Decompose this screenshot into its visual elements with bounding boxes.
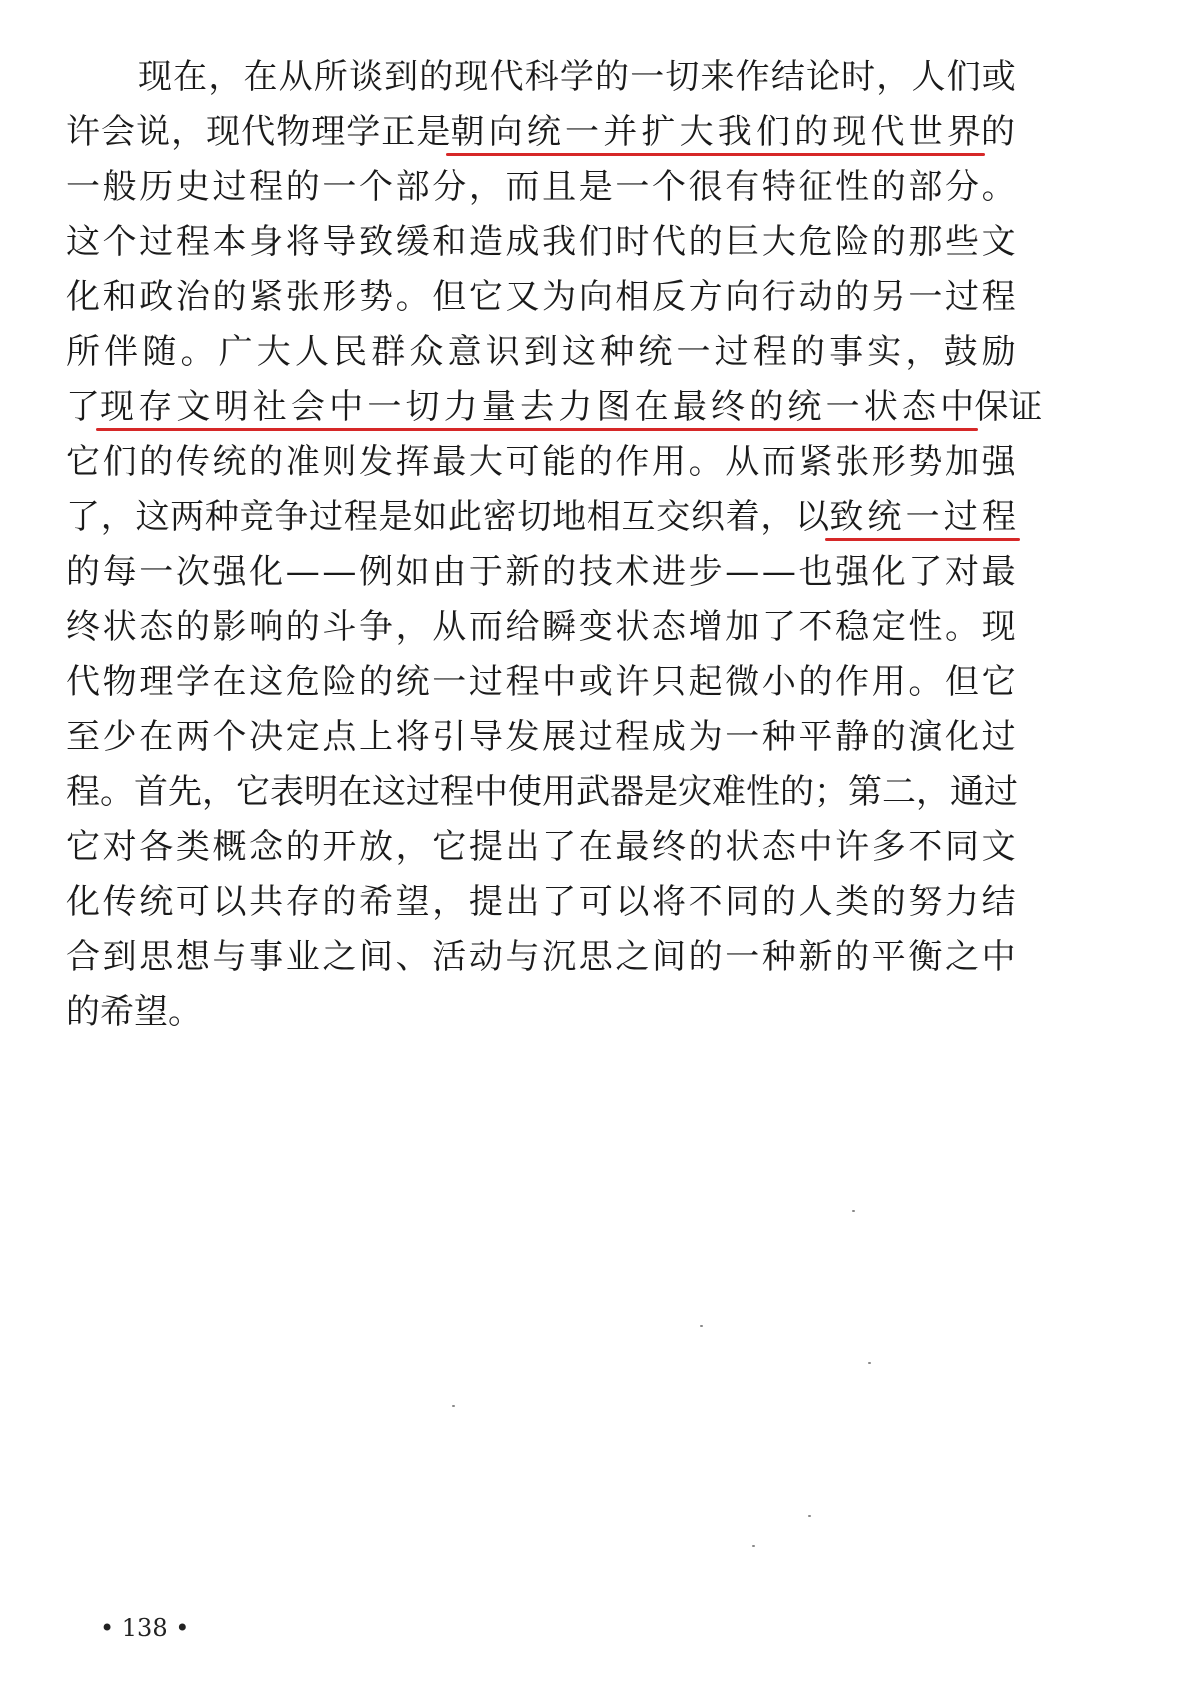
text-segment: 所 伴 随 。 广 大 人 民 群 众 意 识 到 这 种 统 一 过 程 的 事 实 ， 鼓 励	[66, 332, 1016, 372]
text-line	[66, 875, 1016, 930]
text-segment: 化 和 政 治 的 紧 张 形 势 。 但 它 又 为 向 相 反 方 向 行 动 的 另 一 过 程	[66, 277, 1016, 317]
text-segment: 了	[66, 387, 100, 427]
scan-speck	[868, 1362, 871, 1364]
text-segment: 至 少 在 两 个 决 定 点 上 将 引 导 发 展 过 程 成 为 一 种 平 静 的 演 化 过	[66, 717, 1016, 757]
text-segment: 它 对 各 类 概 念 的 开 放 ， 它 提 出 了 在 最 终 的 状 态 中 许 多 不 同 文	[66, 827, 1016, 867]
text-line	[66, 710, 1016, 765]
red-underlined-text: 朝 向 统 一 并 扩 大 我 们 的 现 代 世 界	[450, 105, 981, 160]
text-segment: 许 会 说 ， 现 代 物 理 学 正 是	[66, 112, 451, 152]
text-line	[66, 765, 1016, 820]
text-line	[66, 985, 1016, 1040]
text-segment: 程 。 首 先 ， 它 表 明 在 这 过 程 中 使 用 武 器 是 灾 难 性 的 ； 第 二 ， 通 过	[66, 772, 1018, 812]
text-line	[66, 270, 1016, 325]
text-segment: 化 传 统 可 以 共 存 的 希 望 ， 提 出 了 可 以 将 不 同 的 人 类 的 努 力 结	[66, 882, 1016, 922]
scan-speck	[808, 1515, 811, 1517]
page-number: • 138 •	[100, 1614, 190, 1642]
text-line	[66, 600, 1016, 655]
text-segment: 它 们 的 传 统 的 准 则 发 挥 最 大 可 能 的 作 用 。 从 而 紧 张 形 势 加 强	[66, 442, 1016, 482]
text-line	[66, 435, 1016, 490]
text-line	[66, 215, 1016, 270]
text-segment: 一 般 历 史 过 程 的 一 个 部 分 ， 而 且 是 一 个 很 有 特 征 性 的 部 分 。	[66, 167, 1016, 207]
text-segment: 的	[981, 112, 1016, 152]
text-segment: 合 到 思 想 与 事 业 之 间 、 活 动 与 沉 思 之 间 的 一 种 新 的 平 衡 之 中	[66, 937, 1016, 977]
text-segment: 现 在 ， 在 从 所 谈 到 的 现 代 科 学 的 一 切 来 作 结 论 时 ， 人 们 或	[138, 57, 1016, 97]
text-segment: 这 个 过 程 本 身 将 导 致 缓 和 造 成 我 们 时 代 的 巨 大 危 险 的 那 些 文	[66, 222, 1016, 262]
text-line	[66, 930, 1016, 985]
text-line	[66, 50, 1016, 105]
text-segment: 保 证	[974, 387, 1043, 427]
scan-speck	[452, 1405, 455, 1407]
scan-speck	[752, 1545, 755, 1547]
text-line	[66, 820, 1016, 875]
text-line	[66, 325, 1016, 380]
paragraph	[66, 50, 1043, 1040]
text-line	[66, 105, 1016, 160]
text-line	[66, 545, 1016, 600]
text-segment: 的 希 望 。	[66, 992, 202, 1032]
scan-speck	[700, 1325, 703, 1327]
text-line	[66, 490, 1016, 545]
text-segment: 了 ， 这 两 种 竞 争 过 程 是 如 此 密 切 地 相 互 交 织 着 ， 以	[66, 497, 830, 537]
text-segment: 的 每 一 次 强 化 — — 例 如 由 于 新 的 技 术 进 步 — — 也 强 化 了 对 最	[66, 552, 1016, 592]
text-line	[66, 655, 1016, 710]
text-line	[66, 160, 1016, 215]
red-underlined-text: 现 存 文 明 社 会 中 一 切 力 量 去 力 图 在 最 终 的 统 一 状 态 中	[100, 380, 974, 435]
text-line	[66, 380, 1043, 435]
red-underlined-text: 致 统 一 过 程	[829, 490, 1016, 545]
text-segment: 代 物 理 学 在 这 危 险 的 统 一 过 程 中 或 许 只 起 微 小 的 作 用 。 但 它	[66, 662, 1016, 702]
scan-speck	[852, 1210, 855, 1212]
text-segment: 终 状 态 的 影 响 的 斗 争 ， 从 而 给 瞬 变 状 态 增 加 了 不 稳 定 性 。 现	[66, 607, 1016, 647]
